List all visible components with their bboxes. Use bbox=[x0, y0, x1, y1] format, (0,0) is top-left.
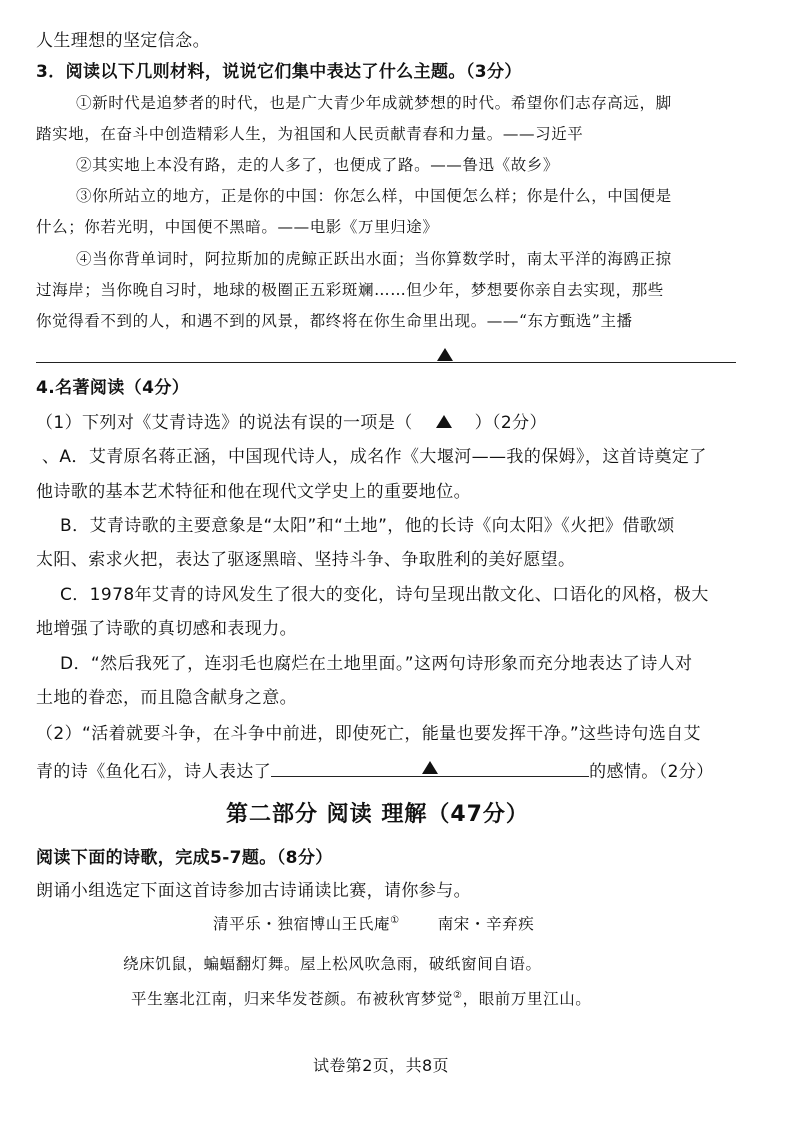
q3-material-line: ③你所站立的地方，正是你的中国：你怎么样，中国便怎么样；你是什么，中国便是 bbox=[76, 187, 672, 205]
poem-line-part: ，眼前万里江山。 bbox=[462, 990, 592, 1009]
q3-material-line: ④当你背单词时，阿拉斯加的虎鲸正跃出水面；当你算数学时，南太平洋的海鸥正掠 bbox=[76, 250, 672, 268]
option-c-line: C．1978年艾青的诗风发生了很大的变化，诗句呈现出散文化、口语化的风格，极大 bbox=[60, 585, 709, 605]
q3-material-line: 什么；你若光明，中国便不黑暗。——电影《万里归途》 bbox=[36, 218, 439, 236]
poem-title: 清平乐・独宿博山王氏庵 bbox=[213, 915, 391, 934]
q3-answer-line[interactable] bbox=[36, 362, 736, 363]
question-3-title: 3．阅读以下几则材料，说说它们集中表达了什么主题。（3分） bbox=[36, 62, 522, 82]
option-a-line: 、A．艾青原名蒋正涵，中国现代诗人，成名作《大堰河——我的保姆》，这首诗奠定了 bbox=[42, 447, 707, 467]
q4-sub1-prompt bbox=[36, 415, 547, 432]
q4-sub2-prefix: 青的诗《鱼化石》，诗人表达了 bbox=[36, 762, 272, 782]
poem-author: 南宋・辛弃疾 bbox=[437, 915, 535, 934]
answer-marker-triangle-icon bbox=[413, 415, 475, 432]
option-d-line: 土地的眷恋，而且隐含献身之意。 bbox=[36, 688, 297, 708]
q4-sub2-suffix: 的感情。（2分） bbox=[589, 762, 714, 782]
reading-intro: 朗诵小组选定下面这首诗参加古诗诵读比赛，请你参与。 bbox=[36, 881, 471, 901]
option-b-line: B．艾青诗歌的主要意象是“太阳”和“土地”，他的长诗《向太阳》《火把》借歌颂 bbox=[60, 516, 675, 536]
q3-material-line: 你觉得看不到的人，和遇不到的风景，都终将在你生命里出现。——“东方甄选”主播 bbox=[36, 312, 633, 330]
answer-marker-triangle-icon bbox=[437, 346, 453, 365]
poem-line-footnote-mark: ② bbox=[453, 990, 463, 1001]
previous-text-end: 人生理想的坚定信念。 bbox=[36, 31, 210, 51]
q4-sub2-answer-blank[interactable] bbox=[271, 760, 589, 777]
option-c-line: 地增强了诗歌的真切感和表现力。 bbox=[36, 619, 297, 639]
q3-material-line: ①新时代是追梦者的时代，也是广大青少年成就梦想的时代。希望你们志存高远，脚 bbox=[76, 94, 672, 112]
q4-sub2-line1: （2）“活着就要斗争，在斗争中前进，即使死亡，能量也要发挥干净。”这些诗句选自艾 bbox=[36, 724, 701, 744]
q4-sub1-prefix: （1）下列对《艾青诗选》的说法有误的一项是（ bbox=[36, 413, 413, 433]
answer-marker-triangle-icon bbox=[422, 761, 438, 778]
option-d-line: D．“然后我死了，连羽毛也腐烂在土地里面。”这两句诗形象而充分地表达了诗人对 bbox=[60, 654, 693, 674]
poem-line: 绕床饥鼠，蝙蝠翻灯舞。屋上松风吹急雨，破纸窗间自语。 bbox=[123, 955, 542, 973]
page-footer: 试卷第2页，共8页 bbox=[313, 1056, 449, 1075]
option-a-line: 他诗歌的基本艺术特征和他在现代文学史上的重要地位。 bbox=[36, 482, 471, 502]
q3-material-line: 踏实地，在奋斗中创造精彩人生，为祖国和人民贡献青春和力量。——习近平 bbox=[36, 125, 584, 143]
reading-instruction: 阅读下面的诗歌，完成5-7题。（8分） bbox=[36, 848, 333, 868]
q4-sub1-suffix: ）（2分） bbox=[474, 413, 547, 433]
option-b-line: 太阳、索求火把，表达了驱逐黑暗、坚持斗争、争取胜利的美好愿望。 bbox=[36, 550, 576, 570]
question-4-title: 4.名著阅读（4分） bbox=[36, 378, 190, 398]
q4-sub2-line2 bbox=[36, 760, 714, 781]
poem-heading bbox=[213, 916, 534, 933]
q3-material-line: 过海岸；当你晚自习时，地球的极圈正五彩斑斓……但少年，梦想要你亲自去实现，那些 bbox=[36, 281, 664, 299]
poem-title-footnote-mark: ① bbox=[390, 915, 400, 926]
poem-line-part: 平生塞北江南，归来华发苍颜。布被秋宵梦觉 bbox=[131, 990, 454, 1009]
poem-line bbox=[131, 991, 591, 1008]
q3-material-line: ②其实地上本没有路，走的人多了，也便成了路。——鲁迅《故乡》 bbox=[76, 156, 560, 174]
part-2-heading: 第二部分 阅读 理解（47分） bbox=[226, 802, 529, 827]
